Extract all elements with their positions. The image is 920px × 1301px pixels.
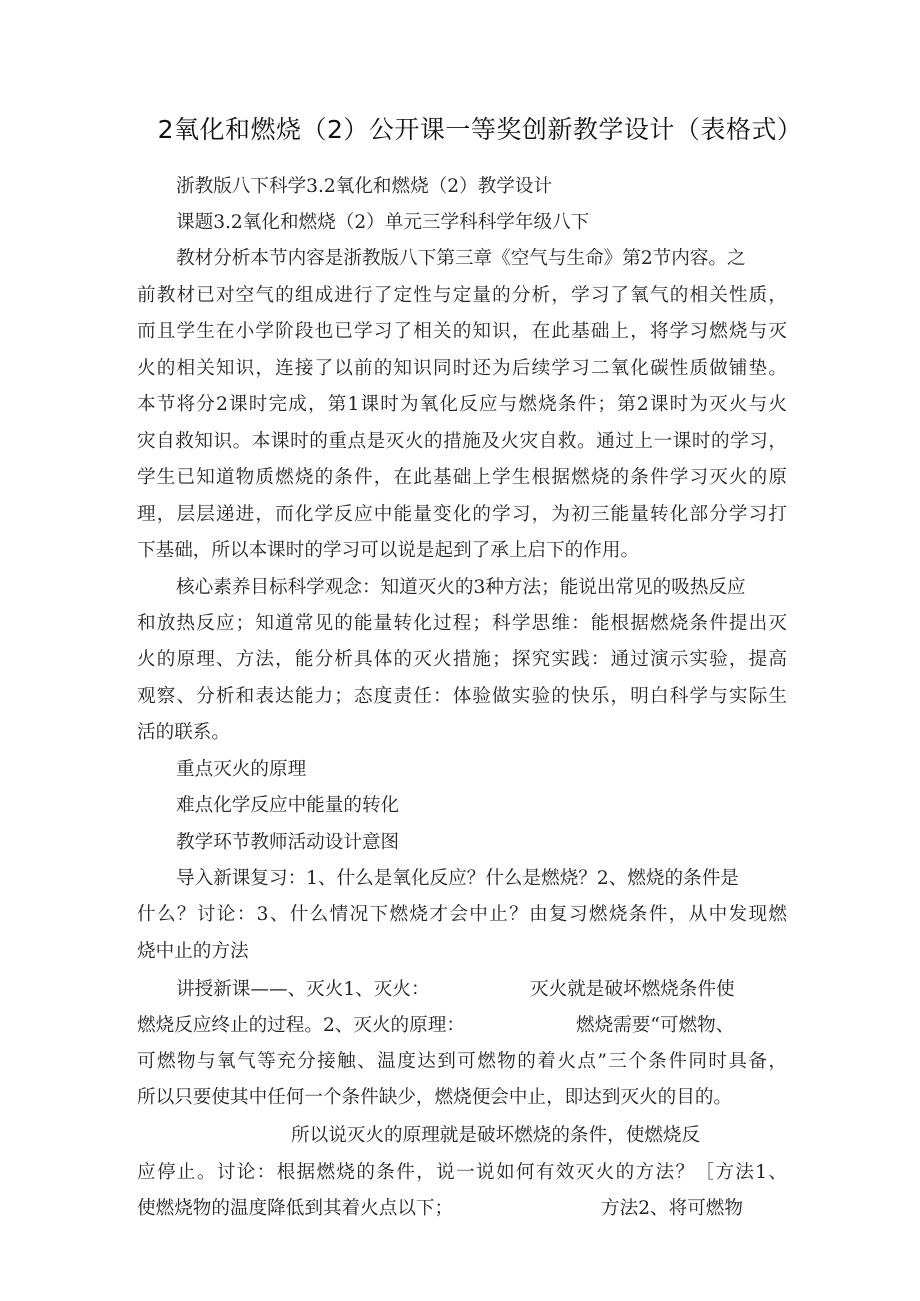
text-line: 而且学生在小学阶段也已学习了相关的知识，在此基础上，将学习燃烧与灭 — [137, 321, 787, 342]
text-line: 什么？讨论：3、什么情况下燃烧才会中止？由复习燃烧条件，从中发现燃 — [137, 904, 787, 925]
text-line: 燃烧需要“可燃物、 — [576, 1015, 735, 1036]
text-line: 学生已知道物质燃烧的条件，在此基础上学生根据燃烧的条件学习灭火的原 — [137, 467, 787, 488]
text-line: 烧中止的方法 — [137, 941, 249, 962]
text-line: 观察、分析和表达能力；态度责任：体验做实验的快乐，明白科学与实际生 — [137, 686, 787, 707]
text-line: 灾自救知识。本课时的重点是灭火的措施及火灾自救。通过上一课时的学习， — [137, 431, 787, 452]
text-line: 课题3.2氧化和燃烧（2）单元三学科科学年级八下 — [176, 212, 590, 233]
text-line: 活的联系。 — [137, 722, 230, 743]
text-line: 讲授新课——、灭火1、灭火： — [176, 979, 430, 1000]
text-line: 所以说灭火的原理就是破坏燃烧的条件，使燃烧反 — [291, 1125, 701, 1146]
text-line: 燃烧反应终止的过程。2、灭火的原理： — [137, 1015, 465, 1036]
text-line: 应停止。讨论：根据燃烧的条件，说一说如何有效灭火的方法？［方法1、 — [137, 1162, 787, 1183]
text-line: 火的相关知识，连接了以前的知识同时还为后续学习二氧化碳性质做铺垫。 — [137, 358, 787, 379]
text-line: 可燃物与氧气等充分接触、温度达到可燃物的着火点”三个条件同时具备， — [137, 1051, 787, 1072]
text-line: 前教材已对空气的组成进行了定性与定量的分析，学习了氧气的相关性质， — [137, 285, 787, 306]
text-line: 重点灭火的原理 — [176, 759, 307, 780]
text-line: 所以只要使其中任何一个条件缺少，燃烧便会中止，即达到灭火的目的。 — [137, 1087, 733, 1108]
text-line: 教学环节教师活动设计意图 — [176, 832, 400, 853]
text-line: 下基础，所以本课时的学习可以说是起到了承上启下的作用。 — [137, 540, 640, 561]
text-line: 使燃烧物的温度降低到其着火点以下； — [137, 1198, 454, 1219]
text-line: 难点化学反应中能量的转化 — [176, 795, 400, 816]
text-line: 火的原理、方法，能分析具体的灭火措施；探究实践：通过演示实验，提高 — [137, 649, 787, 670]
document-title: 2氧化和燃烧（2）公开课一等奖创新教学设计（表格式） — [157, 115, 803, 144]
text-line: 核心素养目标科学观念：知道灭火的3种方法；能说出常见的吸热反应 — [176, 577, 746, 598]
text-line: 本节将分2课时完成，第1课时为氧化反应与燃烧条件；第2课时为灭火与火 — [137, 394, 787, 415]
text-line: 灭火就是破坏燃烧条件使 — [530, 979, 735, 1000]
text-line: 和放热反应；知道常见的能量转化过程；科学思维：能根据燃烧条件提出灭 — [137, 613, 787, 634]
text-line: 浙教版八下科学3.2氧化和燃烧（2）教学设计 — [176, 176, 553, 197]
text-line: 理，层层递进，而化学反应中能量变化的学习，为初三能量转化部分学习打 — [137, 504, 787, 525]
text-line: 导入新课复习：1、什么是氧化反应？什么是燃烧？2、燃烧的条件是 — [176, 868, 739, 889]
text-line: 教材分析本节内容是浙教版八下第三章《空气与生命》第2节内容。之 — [176, 248, 746, 269]
text-line: 方法2、将可燃物 — [601, 1198, 743, 1219]
